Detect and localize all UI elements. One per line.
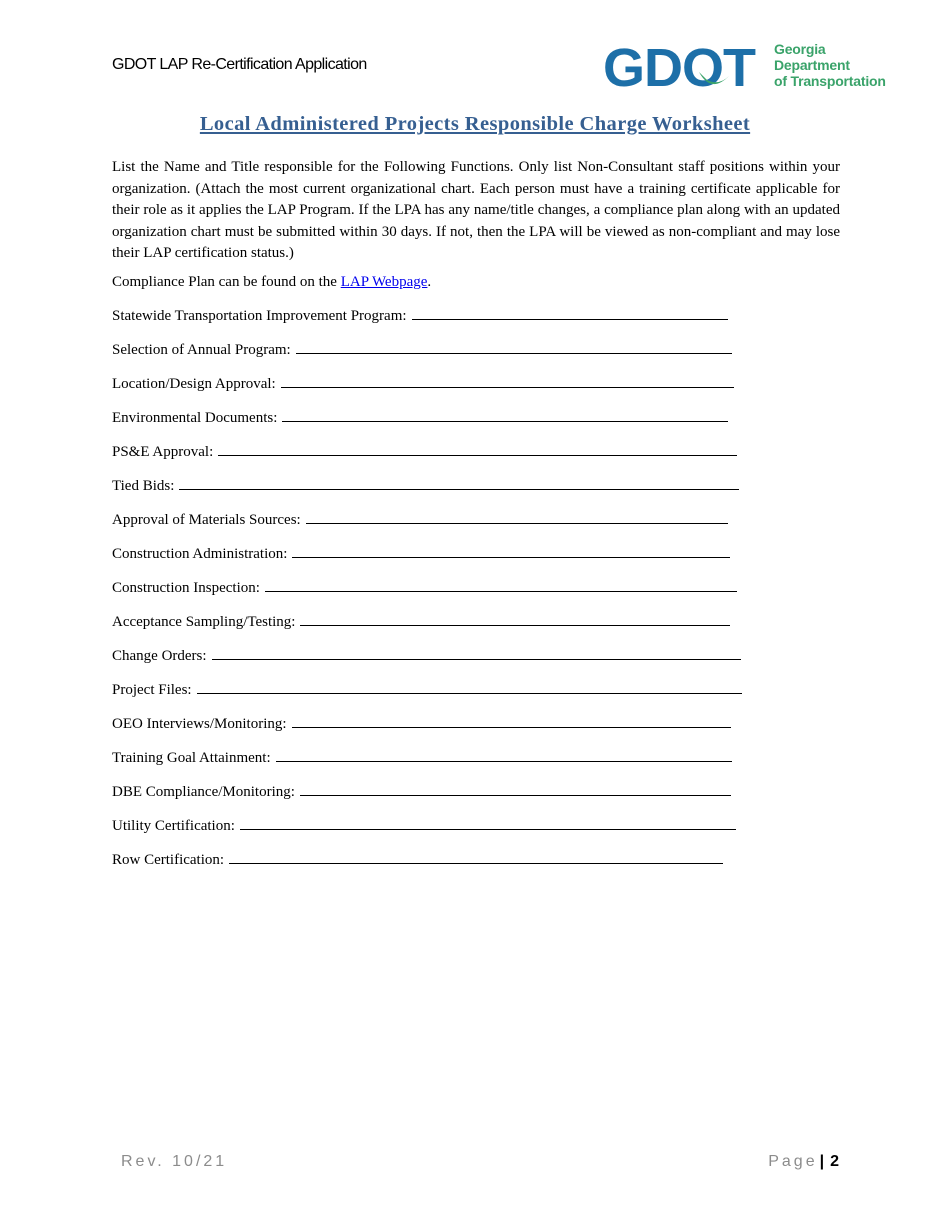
field-label: Construction Administration: [112, 546, 288, 562]
field-blank-line[interactable] [265, 577, 737, 592]
logo-text [774, 41, 886, 89]
field-label: Approval of Materials Sources: [112, 512, 301, 528]
field-blank-line[interactable] [240, 815, 736, 830]
field-blank-line[interactable] [229, 849, 723, 864]
field-row [112, 441, 772, 475]
field-row [112, 713, 772, 747]
field-blank-line[interactable] [300, 781, 731, 796]
field-label: Acceptance Sampling/Testing: [112, 614, 296, 630]
header-title: GDOT LAP Re-Certification Application [112, 56, 367, 73]
field-row [112, 407, 772, 441]
logo-line: Department [774, 57, 850, 73]
field-row [112, 645, 772, 679]
field-row [112, 373, 772, 407]
field-label: Construction Inspection: [112, 580, 260, 596]
field-label: Utility Certification: [112, 818, 235, 834]
field-row [112, 679, 772, 713]
compliance-note [112, 274, 431, 291]
field-row [112, 577, 772, 611]
field-row [112, 781, 772, 815]
page-indicator [768, 1153, 839, 1171]
page-separator: | [819, 1153, 825, 1170]
field-blank-line[interactable] [212, 645, 741, 660]
page-number: 2 [830, 1153, 839, 1170]
field-row [112, 339, 772, 373]
field-label: Tied Bids: [112, 478, 175, 494]
lap-webpage-link[interactable]: LAP Webpage [340, 274, 428, 290]
field-blank-line[interactable] [300, 611, 730, 626]
responsible-charge-fields [112, 305, 772, 883]
field-blank-line[interactable] [292, 543, 730, 558]
field-blank-line[interactable] [296, 339, 732, 354]
gdot-logo [603, 40, 893, 96]
logo-line: Georgia [774, 41, 826, 57]
intro-paragraph: List the Name and Title responsible for the Following Functions. Only list Non-Consultant staff positions within your organization. (Attach the most current organizational chart. Each person must have a training certificate applicable for their role as it applies the LAP Program. If the LPA has any name/title changes, a compliance plan along with an updated organization chart must be submitted within 30 days. If not, then the LPA will be viewed as non-compliant and may lose their LAP certification status.) [112, 159, 840, 262]
page-title: Local Administered Projects Responsible Charge Worksheet [199, 113, 751, 135]
field-label: OEO Interviews/Monitoring: [112, 716, 287, 732]
field-label: Location/Design Approval: [112, 376, 276, 392]
field-label: Training Goal Attainment: [112, 750, 271, 766]
field-label: DBE Compliance/Monitoring: [112, 784, 295, 800]
field-row [112, 747, 772, 781]
logo-letters: GDOT [603, 40, 755, 96]
field-row [112, 305, 772, 339]
field-row [112, 815, 772, 849]
field-row [112, 849, 772, 883]
field-label: PS&E Approval: [112, 444, 214, 460]
field-label: Change Orders: [112, 648, 207, 664]
field-blank-line[interactable] [179, 475, 739, 490]
field-blank-line[interactable] [292, 713, 731, 728]
logo-line: of Transportation [774, 73, 886, 89]
gdot-logo-icon [603, 40, 771, 96]
field-blank-line[interactable] [218, 441, 737, 456]
revision-label: Rev. 10/21 [121, 1153, 228, 1170]
field-blank-line[interactable] [197, 679, 742, 694]
field-row [112, 475, 772, 509]
field-blank-line[interactable] [412, 305, 728, 320]
field-row [112, 543, 772, 577]
field-label: Row Certification: [112, 852, 225, 868]
compliance-prefix: Compliance Plan can be found on the [112, 274, 341, 290]
compliance-suffix: . [427, 274, 432, 290]
field-blank-line[interactable] [281, 373, 734, 388]
field-label: Environmental Documents: [112, 410, 278, 426]
field-blank-line[interactable] [282, 407, 728, 422]
field-label: Selection of Annual Program: [112, 342, 291, 358]
field-blank-line[interactable] [276, 747, 732, 762]
field-row [112, 611, 772, 645]
field-row [112, 509, 772, 543]
field-label: Statewide Transportation Improvement Program: [112, 308, 407, 324]
field-label: Project Files: [112, 682, 192, 698]
page-word: Page [768, 1153, 818, 1170]
field-blank-line[interactable] [306, 509, 728, 524]
